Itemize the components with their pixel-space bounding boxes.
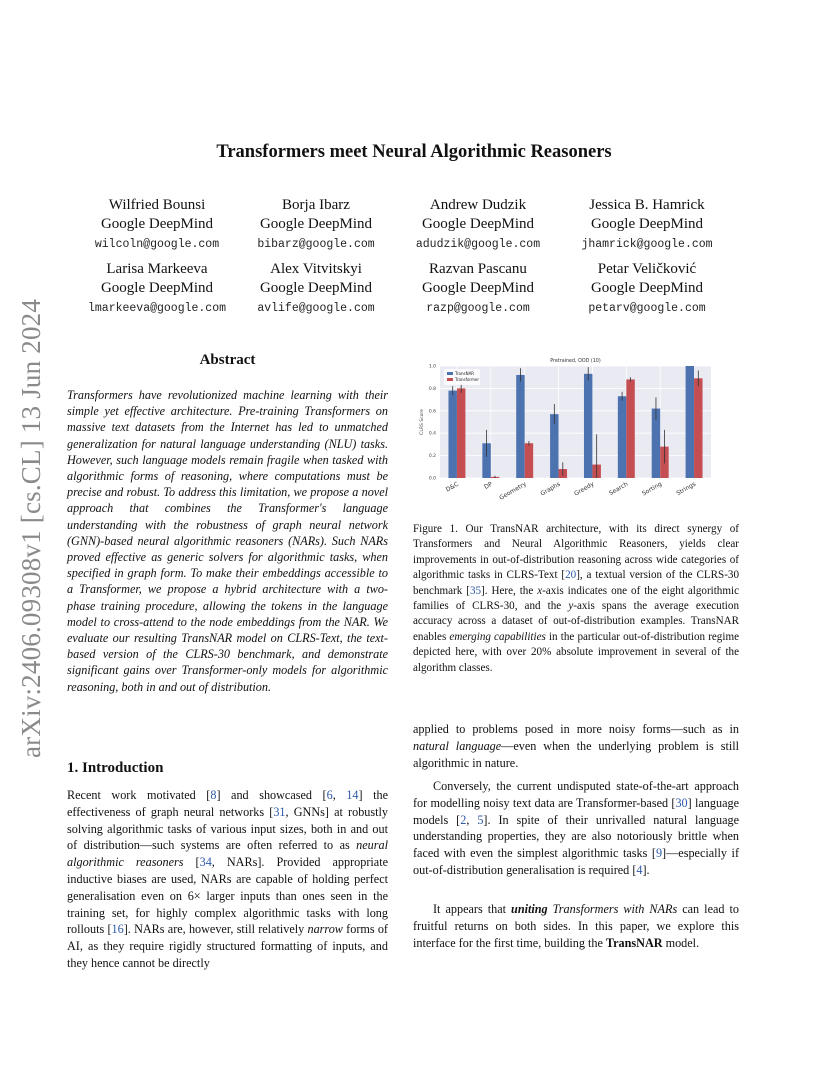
bar-transnar [448,391,456,478]
figure-1-bar-chart [413,354,743,514]
author-name: Borja Ibarz [282,197,350,213]
author-name: Alex Vitvitskyi [270,261,362,277]
citation-link[interactable]: 5 [477,812,484,827]
x-tick-label: D&C [444,480,460,494]
y-tick-label: 0.4 [428,431,436,437]
author-email[interactable]: razp@google.com [426,302,530,315]
citation-link[interactable]: 14 [346,788,359,802]
x-tick-label: Sorting [641,480,664,498]
author-block [562,196,732,254]
author-block [562,260,732,318]
author-email[interactable]: avlife@google.com [257,302,375,315]
introduction-paragraph: Recent work motivated [8] and showcased [6, 14] the effectiveness of graph neural networks [31, GNNs] at robustly solving algorithmic tasks of various input sizes, both in and out of distribution—such systems are often referred to as neural algorithmic reasoners [34, NARs]. Provided appropriate inductive biases are used, NARs are capable of holding perfect generalisation even on 6× larger inputs than ones seen in the training set, for highly complex algorithmic tasks with long rollouts [16]. NARs are, however, still relatively narrow forms of AI, as they require rigidly structured formatting of inputs, and they hence cannot be directly [67,788,389,970]
author-block [393,196,563,254]
bar-transnar [618,396,626,478]
bar-transformer [694,378,702,478]
right-column-paragraph-3: It appears that uniting Transformers with NARs can lead to fruitful returns on both sides. In this paper, we explore this interface for the first time, building the TransNAR model. [413,902,739,950]
y-axis-label: CLRS Score [420,409,425,435]
author-affiliation: Google DeepMind [100,280,214,296]
bar-transnar [516,375,524,478]
y-tick-label: 0.6 [428,409,436,415]
right-column-paragraph-2: Conversely, the current undisputed state-of-the-art approach for modelling noisy text data are Transformer-based [30] language models [2, 5]. In spite of their unrivalled natural language understanding properties, they are also notoriously brittle when faced with even the simplest algorithmic tasks [9]—especially if out-of-distribution generalisation is required [4]. [413,779,740,877]
legend-swatch [447,372,453,375]
paper-title: Transformers meet Neural Algorithmic Reasoners [216,142,612,162]
author-affiliation: Google DeepMind [100,216,214,232]
author-name: Petar Veličković [597,261,697,277]
author-email[interactable]: adudzik@google.com [415,238,541,251]
figure-1-caption: Figure 1. Our TransNAR architecture, with its direct synergy of Transformers and Neural Algorithmic Reasoners, yields clear improvements in out-of-distribution reasoning across wide categories of algorithmic tasks in CLRS-Text [20], a textual version of the CLRS-30 benchmark [35]. Here, the x-axis indicates one of the eight algorithmic families of CLRS-30, and the y-axis spans the average execution accuracy across a dataset of out-of-distribution examples. TransNAR enables emerging capabilities in the particular out-of-distribution regime depicted here, with over 20% absolute improvement in several of the algorithm classes. [413,523,739,674]
x-tick-label: Greedy [573,480,596,498]
author-affiliation: Google DeepMind [590,216,704,232]
author-name: Larisa Markeeva [106,261,208,277]
citation-link[interactable]: 4 [636,862,643,877]
abstract-text: Transformers have revolutionized machine learning with their simple yet effective architecture. Pre-training Transformers on massive text datasets from the Internet has led to unmatched generalization for natural language understanding (NLU) tasks. However, such language models remain fragile when tasked with algorithmic forms of reasoning, where computations must be precise and robust. To address this limitation, we propose a novel approach that combines the Transformer's language understanding with the robustness of graph neural network (GNN)-based neural algorithmic reasoners (NARs). Such NARs proved effective as generic solvers for algorithmic tasks, when specified in graph form. To make their embeddings accessible to a Transformer, we propose a hybrid architecture with a two-phase training procedure, allowing the tokens in the language model to cross-attend to the node embeddings from the NAR. We evaluate our resulting TransNAR model on CLRS-Text, the text-based version of the CLRS-30 benchmark, and demonstrate significant gains over Transformer-only models for algorithmic reasoning, both in and out of distribution. [67,388,388,694]
x-tick-label: Search [607,480,630,498]
author-name: Razvan Pascanu [429,261,527,277]
author-email[interactable]: lmarkeeva@google.com [87,302,227,315]
y-tick-label: 0.0 [428,476,436,482]
author-block [231,196,401,254]
citation-link[interactable]: 20 [565,569,577,582]
bar-transformer [525,443,533,478]
bar-transformer [626,379,634,478]
x-tick-label: Geometry [498,480,528,502]
author-email[interactable]: petarv@google.com [588,302,706,315]
x-tick-label: Strings [675,480,698,498]
citation-link[interactable]: 9 [655,846,663,861]
citation-link[interactable]: 30 [675,795,688,810]
author-block [393,260,563,318]
y-tick-label: 1.0 [428,364,436,370]
y-tick-label: 0.2 [428,454,436,460]
x-tick-label: DP [483,480,494,491]
author-name: Jessica B. Hamrick [589,197,705,213]
citation-link[interactable]: 8 [210,788,217,802]
abstract-heading: Abstract [199,352,256,368]
author-block [72,196,242,254]
citation-link[interactable]: 2 [460,812,467,827]
author-affiliation: Google DeepMind [590,280,704,296]
author-affiliation: Google DeepMind [421,280,535,296]
arxiv-identifier: arXiv:2406.09308v1 [cs.CL] 13 Jun 2024 [16,298,46,758]
bar-transformer [457,388,465,478]
legend-label: Transformer [455,377,480,382]
x-tick-label: Graphs [539,480,562,498]
citation-link[interactable]: 6 [326,788,333,802]
author-email[interactable]: bibarz@google.com [257,238,375,251]
author-block [72,260,242,318]
author-name: Andrew Dudzik [429,197,527,213]
author-name: Wilfried Bounsi [108,197,206,213]
author-block [231,260,401,318]
right-column-paragraph-1: applied to problems posed in more noisy forms—such as in natural language—even when the underlying problem is still algorithmic in nature. [413,722,739,770]
citation-link[interactable]: 34 [199,855,212,870]
author-email[interactable]: jhamrick@google.com [581,238,713,251]
citation-link[interactable]: 35 [469,584,482,597]
legend-label: TransNAR [455,371,475,376]
legend-swatch [447,378,453,381]
author-affiliation: Google DeepMind [421,216,535,232]
citation-link[interactable]: 16 [111,922,124,937]
author-affiliation: Google DeepMind [259,216,373,232]
author-email[interactable]: wilcoln@google.com [94,238,220,251]
chart-title: Pretrained, OOD (10) [550,359,601,364]
citation-link[interactable]: 31 [273,804,286,819]
section-heading-introduction: 1. Introduction [67,760,164,776]
bar-transnar [686,366,694,478]
y-tick-label: 0.8 [428,386,436,392]
plot-area [440,366,711,478]
author-affiliation: Google DeepMind [259,280,373,296]
bar-transnar [584,374,592,478]
